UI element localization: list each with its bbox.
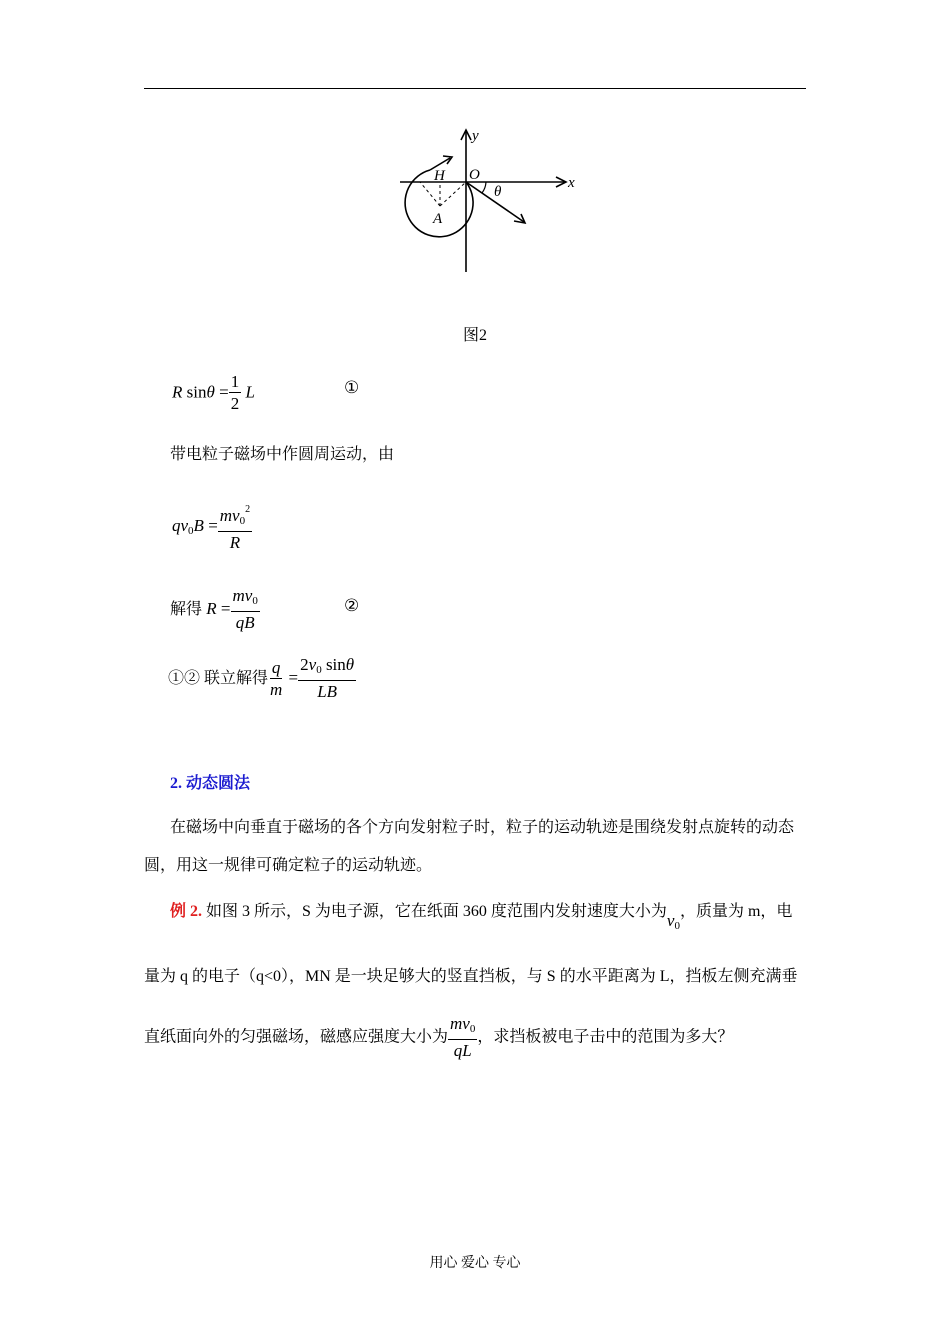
eq2-v-sub: 0 xyxy=(188,524,194,537)
eq3-num-sub: 0 xyxy=(252,595,258,607)
eq4-theta: θ xyxy=(345,655,355,674)
figure-caption: 图2 xyxy=(462,327,487,344)
eq4-two: 2 xyxy=(300,655,309,674)
eq2-b: B xyxy=(193,515,204,535)
figure-2-diagram xyxy=(390,122,590,277)
eq2-v: v xyxy=(180,515,189,535)
eq3-denominator: qB xyxy=(235,613,255,632)
eq2-numerator xyxy=(218,500,252,532)
eq1-numerator: 1 xyxy=(230,372,240,391)
example-label: 例 2. xyxy=(170,903,203,920)
eq4-equals: = xyxy=(288,667,299,687)
eq4-prefix: ①② 联立解得 xyxy=(168,669,269,687)
example-numerator xyxy=(448,1014,477,1040)
eq1-equals: = xyxy=(219,382,229,402)
equation-3-number: ② xyxy=(344,596,360,615)
example-2-line-1 xyxy=(170,896,810,942)
eq3-prefix: 解得 xyxy=(170,600,203,618)
header-rule xyxy=(144,88,806,89)
equation-1 xyxy=(172,372,255,415)
eq2-num-mv: mv xyxy=(219,506,240,525)
eq4-v-sub: 0 xyxy=(316,664,322,676)
example-text-4: ，求挡板被电子击中的范围为多大？ xyxy=(477,1028,734,1046)
eq3-numerator xyxy=(231,586,260,612)
eq1-theta: θ xyxy=(206,382,215,402)
example-num-mv: mv xyxy=(450,1014,470,1033)
eq1-l: L xyxy=(245,382,255,402)
eq3-fraction xyxy=(231,586,260,634)
x-axis-label: x xyxy=(568,175,575,191)
eq1-r: R xyxy=(172,382,183,402)
eq2-denominator: R xyxy=(229,533,241,552)
equation-1-number: ① xyxy=(344,378,360,397)
y-axis xyxy=(461,130,471,272)
eq4-left-denominator: m xyxy=(270,679,283,699)
eq1-denominator: 2 xyxy=(230,394,240,413)
example-text-1: 如图 3 所示，S 为电子源，它在纸面 360 度范围内发射速度大小为 xyxy=(202,903,667,920)
point-h-label: H xyxy=(434,168,445,184)
eq4-left-fraction xyxy=(268,658,284,701)
eq3-r: R xyxy=(206,598,217,618)
eq3-equals: = xyxy=(220,598,231,618)
example-2-line-3 xyxy=(144,1014,733,1062)
point-a-label: A xyxy=(433,211,443,227)
theta-label: θ xyxy=(494,184,502,200)
y-axis-label: y xyxy=(472,128,479,144)
example-num-sub: 0 xyxy=(469,1023,476,1035)
equation-3 xyxy=(170,586,260,634)
eq4-right-fraction xyxy=(298,655,356,703)
example-text-2: ，质量为 m，电 xyxy=(679,903,793,920)
example-text-3: 直纸面向外的匀强磁场，磁感应强度大小为 xyxy=(144,1028,449,1046)
x-axis xyxy=(400,177,566,187)
section-heading: 2. 动态圆法 xyxy=(170,775,251,792)
eq4-right-numerator xyxy=(298,655,356,681)
angle-arc xyxy=(482,182,486,193)
page-footer: 用心 爱心 专心 xyxy=(429,1256,521,1271)
eq4-sin: sin xyxy=(325,655,346,674)
eq1-sin: sin xyxy=(186,382,207,402)
eq4-right-denominator: LB xyxy=(317,682,338,701)
equation-4 xyxy=(168,655,356,703)
paragraph-dynamic-circle: 在磁场中向垂直于磁场的各个方向发射粒子时，粒子的运动轨迹是围绕发射点旋转的动态圆，用这一规律可确定粒子的运动轨迹。 xyxy=(144,819,795,874)
origin-label: O xyxy=(469,167,480,183)
eq2-q: q xyxy=(172,515,181,535)
eq2-equals: = xyxy=(208,515,218,535)
eq2-num-sup: 2 xyxy=(245,504,251,515)
dashed-radii xyxy=(420,182,466,206)
eq3-num-mv: mv xyxy=(232,586,253,605)
eq4-left-numerator: q xyxy=(271,657,281,677)
example-v: v xyxy=(666,911,675,930)
equation-2 xyxy=(172,500,252,554)
eq4-v: v xyxy=(308,655,317,674)
example-fraction xyxy=(448,1014,477,1062)
example-v-sub: 0 xyxy=(674,920,680,932)
example-v0 xyxy=(667,905,680,942)
eq2-num-sub: 0 xyxy=(239,515,246,527)
paragraph-circular-motion: 带电粒子磁场中作圆周运动，由 xyxy=(170,446,395,463)
example-2-line-2: 量为 q 的电子（q<0），MN 是一块足够大的竖直挡板，与 S 的水平距离为 L，挡板左侧充满垂 xyxy=(144,968,798,985)
eq2-fraction xyxy=(218,500,252,554)
example-denominator: qL xyxy=(453,1041,472,1060)
eq1-fraction xyxy=(229,372,242,415)
